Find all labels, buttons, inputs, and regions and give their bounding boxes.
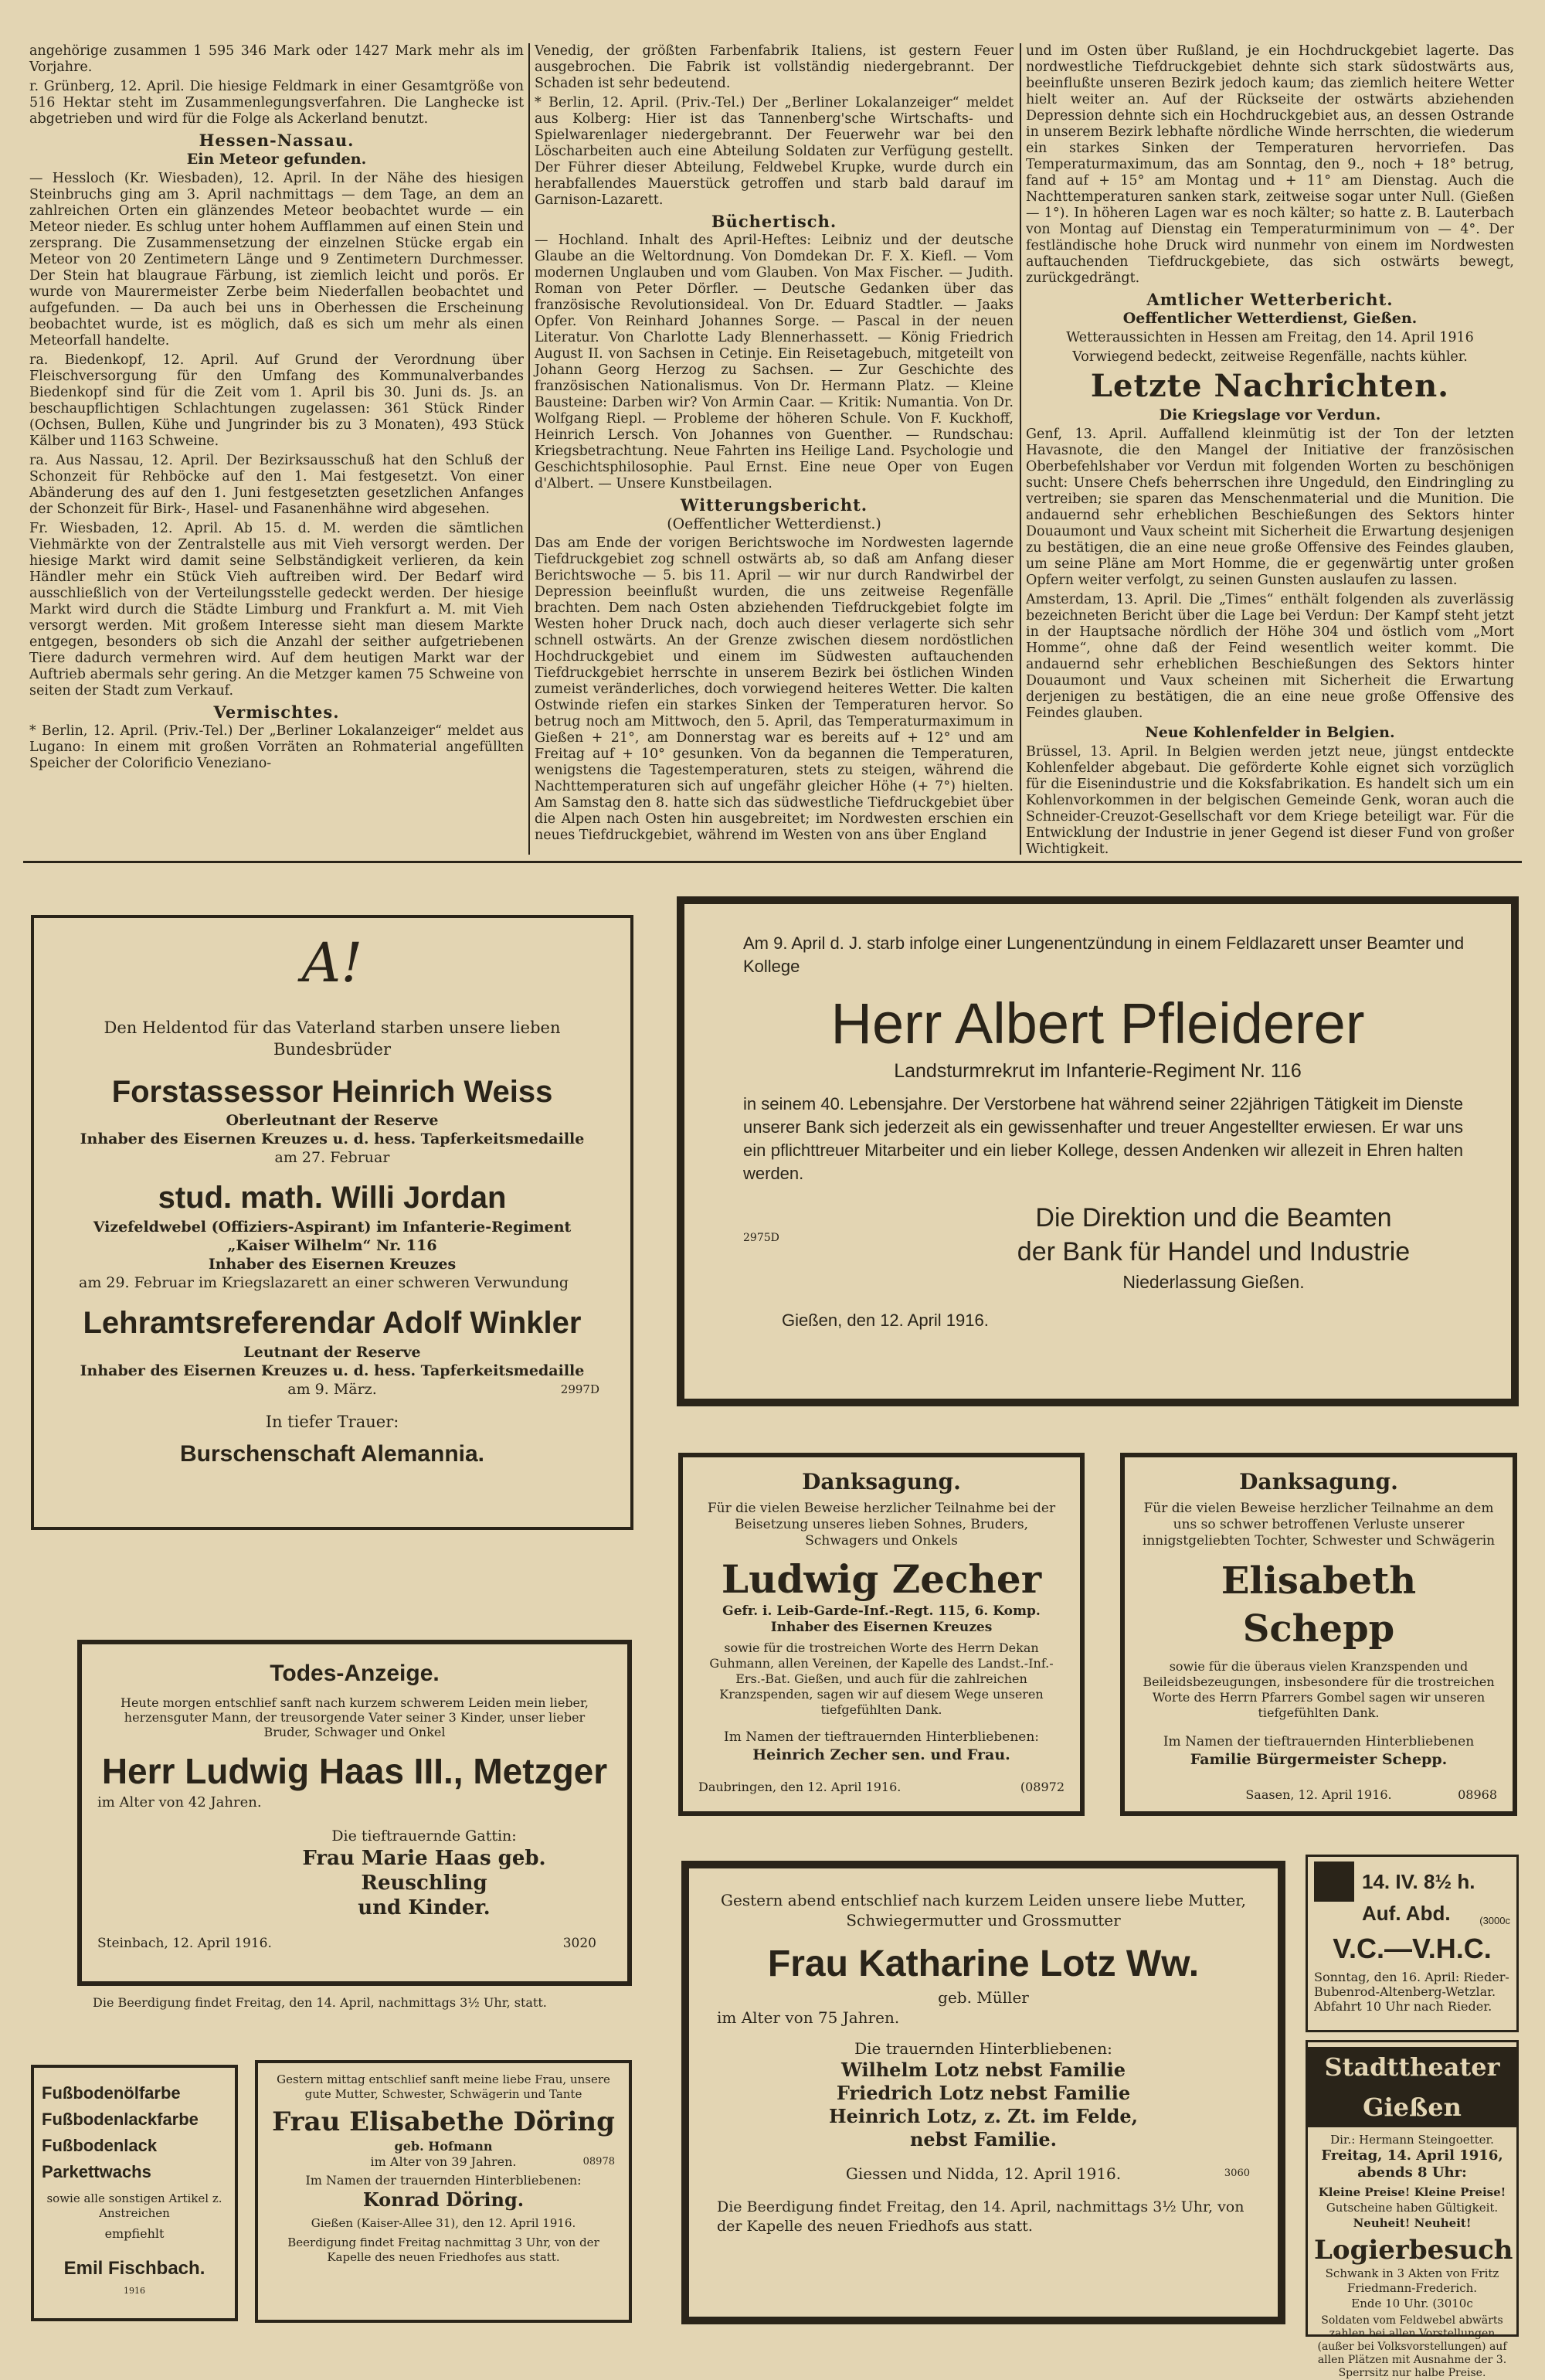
article-text: Das am Ende der vorigen Berichtswoche im Nordwesten lagernde Tiefdruckgebiet zog schnell ostwärts ab, so daß am Anfang dieser Berichtswoche — 5. bis 11. April — wir nur durch Randwirbel der Depression beeinflußt wurden, die uns zeitweise Regenfälle brachten. Dem nach Osten abziehenden Tiefdruckgebiet folgte im Westen hoher Druck nach, doch auch dieser verlagerte sich sehr schnell ostwärts. An der Grenze zwischen diesem nordöstlichen Hochdruckgebiet und einem im Südwesten auftauchenden Tiefdruckgebiet herrschte in unserem Bezirk bei östlichen Winden zumeist veränderliches, doch vorwiegend heiteres Wetter. Die kalten Ostwinde riefen ein starkes Sinken der Temperaturen hervor. So betrug noch am Mittwoch, den 5. April, das Temperaturmaximum in Gießen + 21°, am Donnerstag war es bereits auf + 12° und am Freitag auf + 10° gesunken. Von da begannen die Temperaturen, wenigstens die Tagestemperaturen, stets zu steigen, während die Nachttemperaturen sich auf ungefähr gleicher Höhe (+ 7°) hielten. Am Samstag den 8. hatte sich das südwestliche Tiefdruckgebiet über die Alpen nach Osten hin ausgebreitet; im Nordwesten erschien ein neues Tiefdruckgebiet, während im Westen von ans über England <box>535 536 1014 843</box>
date-text: am 27. Februar <box>274 1149 390 1166</box>
deceased-name: Herr Albert Pfleiderer <box>830 991 1365 1056</box>
ad-body: Gestern abend entschlief nach kurzem Leiden unsere liebe Mutter, Schwiegermutter und Grossmutter <box>721 1891 1246 1930</box>
award-text: Inhaber des Eisernen Kreuzes u. d. hess. Tapferkeitsmedaille <box>80 1362 585 1379</box>
award-text: Inhaber des Eisernen Kreuzes u. d. hess. Tapferkeitsmedaille <box>80 1130 585 1148</box>
ad-code: 2975D <box>743 1232 779 1244</box>
funeral-note: Die Beerdigung findet Freitag, den 14. April, nachmittags 3½ Uhr, von der Kapelle des neuen Friedhofs aus statt. <box>717 2198 1244 2235</box>
fraternity-monogram: A! <box>301 931 363 994</box>
ad-signature: Konrad Döring. <box>362 2188 525 2211</box>
section-heading: Hessen-Nassau. <box>199 131 355 150</box>
theater-ad <box>1306 2040 1519 2379</box>
play-title: Logierbesuch <box>1314 2235 1513 2266</box>
article-text: und im Osten über Rußland, je ein Hochdruckgebiet lagerte. Das nordwestliche Tiefdruckgebiet dehnte sich stark südostwärts aus, beeinflußte unseren Bezirk jedoch kaum; das ziemlich heitere Wetter hielt weiter an. Auf der Rückseite der ostwärts abziehenden Depression dehnte sich ein Hochdruckgebiet aus, an dessen Ostrande in unserem Bezirk lebhafte nördliche Winde herrschten, die wiederum ein starkes Sinken der Temperaturen hervorriefen. Das Temperaturmaximum, das am Sonntag, den 9., noch + 18° betrug, fand auf + 15° am Montag und + 11° am Dienstag. Auch die Nachttemperaturen sanken stark, zeitweise sogar unter Null. (Gießen — 1°). In höheren Lagen war es noch kälter; so hatte z. B. Lauterbach von Montag auf Dienstag ein Temperaturminimum von — 4°. Der festländische hohe Druck wird nunmehr von einem im Nordwesten auftauchenden Tiefdruckgebiete, das sich ostwärts bewegt, zurückgedrängt. <box>1026 43 1514 286</box>
article-text: Venedig, der größten Farbenfabrik Italiens, ist gestern Feuer ausgebrochen. Die Fabrik ist vollständig niedergebrannt. Der Schaden ist sehr bedeutend. <box>535 43 1014 91</box>
ad-code: 3060 <box>1224 2168 1250 2179</box>
ad-body: in seinem 40. Lebensjahre. Der Verstorbene hat während seiner 22jährigen Tätigkeit im Dienste unserer Bank sich jederzeit als ein gewissenhafter und treuer Angestellter erwiesen. Er war uns ein pflichttreuer Mitarbeiter und ein lieber Kollege, dessen Andenken wir allezeit in Ehren halten werden. <box>743 1094 1463 1183</box>
ad-date: Gießen, den 12. April 1916. <box>782 1311 989 1330</box>
article-text: * Berlin, 12. April. (Priv.-Tel.) Der „Berliner Lokalanzeiger“ meldet aus Kolberg: Hier ist das Tannenberg'sche Wirtschafts- und Spielwarenlager niedergebrannt. Der Feuerwehr war bei den Löscharbeiten auch eine Abteilung Soldaten zur Verfügung gestellt. Der Führer dieser Abteilung, Feldwebel Krupke, wurde durch ein herabfallendes Mauerstück getroffen und starb bald darauf im Garnison-Lazarett. <box>535 95 1014 208</box>
theater-director: Dir.: Hermann Steingoetter. <box>1330 2133 1494 2147</box>
theater-title: Stadttheater Gießen <box>1308 2047 1516 2127</box>
column-3 <box>1026 43 1514 861</box>
article-headline: Die Kriegslage vor Verdun. <box>1159 406 1381 423</box>
article-text: ra. Aus Nassau, 12. April. Der Bezirksausschuß hat den Schluß der Schonzeit für Rehböcke auf den 1. Mai festgesetzt. Von einer Abänderung des auf den 1. Juni festgesetzten gesetzlichen Anfanges der Schonzeit für Birk-, Hasel- und Fasanenhähne wird abgesehen. <box>29 453 524 517</box>
section-heading: Amtlicher Wetterbericht. <box>1146 290 1394 309</box>
advertisement-fischbach <box>31 2065 238 2321</box>
ad-date: Daubringen, den 12. April 1916. <box>698 1780 902 1794</box>
article-text: * Berlin, 12. April. (Priv.-Tel.) Der „Berliner Lokalanzeiger“ meldet aus Lugano: In einem mit großen Vorräten an Rohmaterial angefüllten Speicher der Colorificio Veneziano- <box>29 723 524 771</box>
ad-signature: Frau Marie Haas geb. Reuschling <box>302 1847 546 1895</box>
article-text: — Hochland. Inhalt des April-Heftes: Leibniz und der deutsche Glaube an die Weltordnung. Von Domdekan Dr. F. X. Kiefl. — Vom modernen Unglauben und vom Glauben. Von Max Fischer. — Judith. Roman von Peter Dörfler. — Deutsche Gedanken über das französische Revolutionsideal. Von Dr. Eduard Stadtler. — Jaaks Opfer. Von Reinhard Johannes Sorge. — Pascal in der neuen Literatur. Von Charlotte Lady Blennerhassett. — König Friedrich August II. von Sachsen in Cetinje. Ein Reisetagebuch, mitgeteilt von Johann Georg Herzog zu Sachsen. — Zur Geschichte des französischen Nationalismus. Von Dr. Hermann Platz. — Kleine Bausteine: Darben wir? Von Armin Caar. — Kritik: Numantia. Von Dr. Wolfgang Riepl. — Probleme der höheren Schule. Von F. Kuckhoff, Heinrich Lersch. Von Johannes von Guenther. — Rundschau: Kriegsbetrachtung. Neue Fahrten ins Heilige Land. Psychologie und Geschichtsphilosophie. Paul Ernst. Eine neue Oper von Eugen d'Albert. — Unsere Kunstbeilagen. <box>535 233 1014 491</box>
ad-body: Gestern mittag entschlief sanft meine liebe Frau, unsere gute Mutter, Schwester, Schwägerin und Tante <box>277 2072 610 2101</box>
end-time: Ende 10 Uhr. (3010c <box>1351 2297 1473 2310</box>
club-notice <box>1306 1855 1519 2032</box>
ad-signature: der Bank für Handel und Industrie <box>1017 1237 1411 1266</box>
obituary-ad-lotz <box>681 1861 1285 2324</box>
novelty-note: Neuheit! Neuheit! <box>1353 2216 1472 2230</box>
ad-signature: Niederlassung Gießen. <box>1122 1272 1305 1292</box>
ad-recommends: empfiehlt <box>104 2226 165 2241</box>
award-text: Inhaber des Eisernen Kreuzes <box>770 1620 993 1635</box>
signature-intro: Im Namen der tieftrauernden Hinterbliebenen: <box>723 1729 1040 1745</box>
ad-title: Todes-Anzeige. <box>270 1661 440 1686</box>
date-text: am 29. Februar im Kriegslazarett an einer schweren Verwundung <box>79 1274 569 1291</box>
ad-intro: Den Heldentod für das Vaterland starben unsere lieben Bundesbrüder <box>104 1018 561 1059</box>
maiden-name: geb. Hofmann <box>394 2139 493 2154</box>
article-subheading: (Oeffentlicher Wetterdienst.) <box>667 515 881 532</box>
fallen-name: Lehramtsreferendar Adolf Winkler <box>83 1306 582 1340</box>
ad-code: (3000c <box>1479 1915 1510 1926</box>
article-text: — Hessloch (Kr. Wiesbaden), 12. April. In der Nähe des hiesigen Steinbruchs ging am 3. April nachmittags — dem Tage, an dem an zahlreichen Orten ein glänzendes Meteor beobachtet wurde — ein Meteor nieder. Es schlug unter hohem Aufflammen auf einen Stein und zersprang. Die Zusammensetzung der einzelnen Stücke ergab ein Meteor von 20 Zentimetern Länge und 9 Zentimetern Durchmesser. Der Stein hat blaugraue Färbung, ist ziemlich leicht und porös. Er wurde von Maurermeister Zerbe beim Niederfallen beobachtet und aufgefunden. — Da auch bei uns in Oberhessen die Erscheinung beobachtet wurde, ist es möglich, daß es sich um mehr als einen Meteorfall handelte. <box>29 171 524 348</box>
mourning-line: In tiefer Trauer: <box>265 1413 399 1431</box>
ad-signature: Familie Bürgermeister Schepp. <box>1190 1751 1448 1768</box>
soldier-price-note: Soldaten vom Feldwebel abwärts zahlen bei allen Vorstellungen (außer bei Volksvorstellungen) auf allen Plätzen mit Ausnahme der 3. Sperrsitz nur halbe Preise. <box>1317 2314 1507 2379</box>
article-text: Amsterdam, 13. April. Die „Times“ enthält folgenden als zuverlässig bezeichneten Bericht über die Lage bei Verdun: Der Kampf steht jetzt in der Hauptsache nördlich der Höhe 304 und östlich vom „Mort Homme“, ohne daß der Feind wesentlich weiter kommt. Die andauernd sehr erheblichen Beschießungen des Sektors hinter Douaumont und Vaux scheinen mit Sicherheit die Erwartung derjenigen zu bestätigen, die an eine neue große Offensive des Feindes glauben. <box>1026 592 1514 721</box>
deceased-name: Ludwig Zecher <box>721 1556 1042 1602</box>
ad-signature: und Kinder. <box>358 1896 491 1919</box>
ad-body: sowie für die trostreichen Worte des Herrn Dekan Guhmann, allen Vereinen, der Kapelle des Landst.-Inf.-Ers.-Bat. Gießen, und auch für die zahlreichen Kranzspenden, sagen wir auf diesem Wege unseren tiefgefühlten Dank. <box>709 1640 1054 1717</box>
date-text: am 9. März. <box>287 1381 377 1398</box>
product-line: Fußbodenölfarbe <box>42 2083 181 2103</box>
deceased-name: Frau Elisabethe Döring <box>272 2106 615 2137</box>
product-line: Parkettwachs <box>42 2162 151 2181</box>
ad-signature: Emil Fischbach. <box>63 2258 205 2279</box>
ad-signature: Friedrich Lotz nebst Familie <box>836 2082 1131 2104</box>
ad-signature: Heinrich Zecher sen. und Frau. <box>752 1746 1010 1763</box>
rank-text: Leutnant der Reserve <box>243 1344 421 1361</box>
article-headline: Neue Kohlenfelder in Belgien. <box>1145 724 1395 741</box>
signature-intro: Im Namen der tieftrauernden Hinterbliebenen <box>1163 1734 1475 1749</box>
signature-intro: Im Namen der trauernden Hinterbliebenen: <box>305 2173 582 2188</box>
ad-date: Gießen (Kaiser-Allee 31), den 12. April 1916. <box>311 2216 576 2230</box>
ad-signature: Burschenschaft Alemannia. <box>180 1441 484 1467</box>
obituary-ad-pfleiderer <box>677 896 1519 1406</box>
article-text: ra. Biedenkopf, 12. April. Auf Grund der Verordnung über Fleischversorgung für den Umfang des Kommunalverbandes Biedenkopf sind für die Zeit vom 1. April bis 30. Juni ds. Js. an beschaupflichtigen Schlachtungen zugelassen: 361 Stück Rinder (Ochsen, Bullen, Kühe und Jungrinder bis zu 3 Monaten), 493 Stück Kälber und 1163 Schweine. <box>29 352 524 449</box>
ad-date: Saasen, 12. April 1916. <box>1245 1787 1392 1802</box>
ad-body: sowie für die überaus vielen Kranzspenden und Beileidsbezeugungen, insbesondere für die trostreichen Worte des Herrn Pfarrers Gombel sagen wir unseren tiefgefühlten Dank. <box>1143 1659 1495 1720</box>
ad-code: 3020 <box>562 1936 596 1951</box>
ad-signature: nebst Familie. <box>909 2128 1058 2150</box>
article-subheading: Oeffentlicher Wetterdienst, Gießen. <box>1122 310 1418 327</box>
column-divider <box>528 43 530 855</box>
age-text: im Alter von 39 Jahren. <box>370 2154 517 2169</box>
thanks-ad-zecher <box>678 1453 1085 1816</box>
ad-code: 2997D <box>560 1382 599 1396</box>
age-text: im Alter von 75 Jahren. <box>717 2008 900 2027</box>
funeral-note: Beerdigung findet Freitag nachmittag 3 Uhr, von der Kapelle des neuen Friedhofes aus statt. <box>287 2236 599 2264</box>
notice-body: Sonntag, den 16. April: Rieder-Bubenrod-Altenberg-Wetzlar. Abfahrt 10 Uhr nach Rieder. <box>1314 1970 1509 2014</box>
ad-title: Danksagung. <box>1239 1469 1398 1494</box>
rank-text: Oberleutnant der Reserve <box>226 1112 439 1129</box>
ad-date: Giessen und Nidda, 12. April 1916. <box>845 2164 1122 2183</box>
ad-title: Danksagung. <box>802 1469 961 1494</box>
ad-signature: Heinrich Lotz, z. Zt. im Felde, <box>828 2105 1139 2127</box>
club-emblem-icon <box>1314 1862 1354 1902</box>
section-divider <box>23 861 1522 863</box>
article-text: Fr. Wiesbaden, 12. April. Ab 15. d. M. werden die sämtlichen Viehmärkte von der Zentralstelle aus mit Vieh versorgt werden. Der hiesige Markt wird damit seine Selbständigkeit verlieren, da kein Händler mehr ein Stück Vieh auftreiben wird. Der Bedarf wird ausschließlich von der Verteilungsstelle gedeckt werden. Der hiesige Markt wird durch die Städte Limburg und Frankfurt a. M. mit Vieh versorgt werden. Mit großem Interesse sieht man diesem Marktе entgegen, besonders ob sich die Anzahl der seither aufgetriebenen Tiere dadurch vermehren wird. Auf dem heutigen Markt war der Auftrieb abermals sehr gering. An die Metzger kamen 75 Schweine von seiten der Stadt zum Verkauf. <box>29 521 524 699</box>
rank-text: Vizefeldwebel (Offiziers-Aspirant) im Infanterie-Regiment <box>93 1219 572 1236</box>
column-1 <box>29 43 524 775</box>
club-name: V.C.—V.H.C. <box>1333 1933 1492 1964</box>
death-notice-haas <box>77 1640 632 1986</box>
section-heading: Vermischtes. <box>213 702 340 722</box>
play-description: Schwank in 3 Akten von Fritz Friedmann-Frederich. <box>1325 2266 1499 2295</box>
deceased-name: Frau Katharine Lotz Ww. <box>767 1943 1200 1984</box>
article-text: r. Grünberg, 12. April. Die hiesige Feldmark in einer Gesamtgröße von 516 Hektar steht im Zusammenlegungsverfahren. Die Langhecke ist abgetrieben und wird für die Folge als Ackerland benutzt. <box>29 79 524 127</box>
weather-forecast: Vorwiegend bedeckt, zeitweise Regenfälle, nachts kühler. <box>1072 349 1468 365</box>
award-text: Inhaber des Eisernen Kreuzes <box>208 1256 457 1273</box>
ad-body: Heute morgen entschlief sanft nach kurzem schwerem Leiden mein lieber, herzensguter Mann, der treusorgende Vater seiner 3 Kinder, unser lieber Bruder, Schwager und Onkel <box>120 1695 589 1739</box>
deceased-name: Herr Ludwig Haas III., Metzger <box>101 1751 608 1791</box>
performance-date: Freitag, 14. April 1916, abends 8 Uhr: <box>1321 2147 1503 2181</box>
fallen-name: stud. math. Willi Jordan <box>158 1181 507 1215</box>
ad-signature: Die Direktion und die Beamten <box>1035 1203 1392 1232</box>
signature-intro: Die tieftrauernde Gattin: <box>331 1828 517 1844</box>
rank-text: Landsturmrekrut im Infanterie-Regiment Nr. 116 <box>894 1060 1302 1082</box>
maiden-name: geb. Müller <box>938 1988 1029 2007</box>
obituary-ad-doering <box>255 2060 632 2323</box>
article-headline: Ein Meteor gefunden. <box>186 151 367 168</box>
column-divider <box>1020 43 1021 855</box>
section-heading: Büchertisch. <box>711 212 837 231</box>
ad-body: Für die vielen Beweise herzlicher Teilnahme bei der Beisetzung unseres lieben Sohnes, Bruders, Schwagers und Onkels <box>707 1501 1056 1549</box>
thanks-ad-schepp <box>1120 1453 1517 1816</box>
ad-date: Steinbach, 12. April 1916. <box>97 1936 272 1951</box>
section-heading: Witterungsbericht. <box>680 495 868 515</box>
product-line: Fußbodenlackfarbe <box>42 2110 199 2129</box>
rank-text: Gefr. i. Leib-Garde-Inf.-Regt. 115, 6. Komp. <box>722 1603 1041 1619</box>
product-line: Fußbodenlack <box>42 2136 158 2155</box>
product-line: sowie alle sonstigen Artikel z. Anstreichen <box>46 2191 222 2220</box>
article-text: Brüssel, 13. April. In Belgien werden jetzt neue, jüngst entdeckte Kohlenfelder abgebaut. Die geförderte Kohle eignet sich vorzüglich für die Eisenindustrie und die Koksfabrikation. Es handelt sich um ein Kohlenvorkommen in der belgischen Gemeinde Genk, woran auch die Schneider-Creuzot-Gesellschaft vor dem Kriege beteiligt war. Für die Entwicklung der Industrie in jener Gegend ist dieser Fund von großer Wichtigkeit. <box>1026 744 1514 857</box>
notice-date: 14. IV. 8½ h. <box>1362 1870 1475 1893</box>
fallen-name: Forstassessor Heinrich Weiss <box>111 1075 553 1109</box>
deceased-name: Elisabeth Schepp <box>1221 1559 1417 1651</box>
regiment-text: „Kaiser Wilhelm“ Nr. 116 <box>227 1237 437 1254</box>
section-heading: Letzte Nachrichten. <box>1090 368 1450 404</box>
ad-intro: Am 9. April d. J. starb infolge einer Lungenentzündung in einem Feldlazarett unser Beamter und Kollege <box>743 933 1465 976</box>
article-text: Genf, 13. April. Auffallend kleinmütig ist der Ton der letzten Havasnote, die den Mangel der Initiative der französischen Oberbefehlshaber vor Verdun mit folgenden Worten zu beschönigen sucht: Unsere Chefs beherrschen ihre Ungeduld, den Eindringling zu vertreiben; sie sparen das Menschenmaterial und die Munition. Die andauernd sehr erheblichen Beschießungen des Sektors hinter Douaumont und Vaux scheint mit Sicherheit die Erwartung desjenigen zu bestätigen, die an eine neue große Offensive des Feindes glauben, um seine Pläne am Mort Homme, die er gegenwärtig unter großen Opfern weiter verfolgt, zu seinen Gunsten auslaufen zu lassen. <box>1026 427 1514 588</box>
funeral-note: Die Beerdigung findet Freitag, den 14. April, nachmittags 3½ Uhr, statt. <box>93 1995 547 2010</box>
ad-code: 1916 <box>124 2286 145 2296</box>
ad-signature: Wilhelm Lotz nebst Familie <box>840 2059 1126 2081</box>
column-2 <box>535 43 1014 847</box>
obituary-ad-alemannia <box>31 915 633 1530</box>
weather-forecast-date: Wetteraussichten in Hessen am Freitag, den 14. April 1916 <box>1066 330 1474 345</box>
notice-title: Auf. Abd. <box>1362 1902 1451 1925</box>
ad-code: 08968 <box>1458 1787 1497 1802</box>
ad-body: Für die vielen Beweise herzlicher Teilnahme an dem uns so schwer betroffenen Verluste unserer innigstgeliebten Tochter, Schwester und Schwägerin <box>1142 1501 1496 1549</box>
article-text: angehörige zusammen 1 595 346 Mark oder 1427 Mark mehr als im Vorjahre. <box>29 43 524 75</box>
age-text: im Alter von 42 Jahren. <box>97 1794 262 1810</box>
voucher-note: Gutscheine haben Gültigkeit. <box>1326 2201 1499 2215</box>
ad-code: (08972 <box>1020 1780 1065 1794</box>
signature-intro: Die trauernden Hinterbliebenen: <box>854 2039 1112 2058</box>
ad-code: 08978 <box>582 2156 615 2168</box>
price-note: Kleine Preise! Kleine Preise! <box>1318 2185 1506 2199</box>
